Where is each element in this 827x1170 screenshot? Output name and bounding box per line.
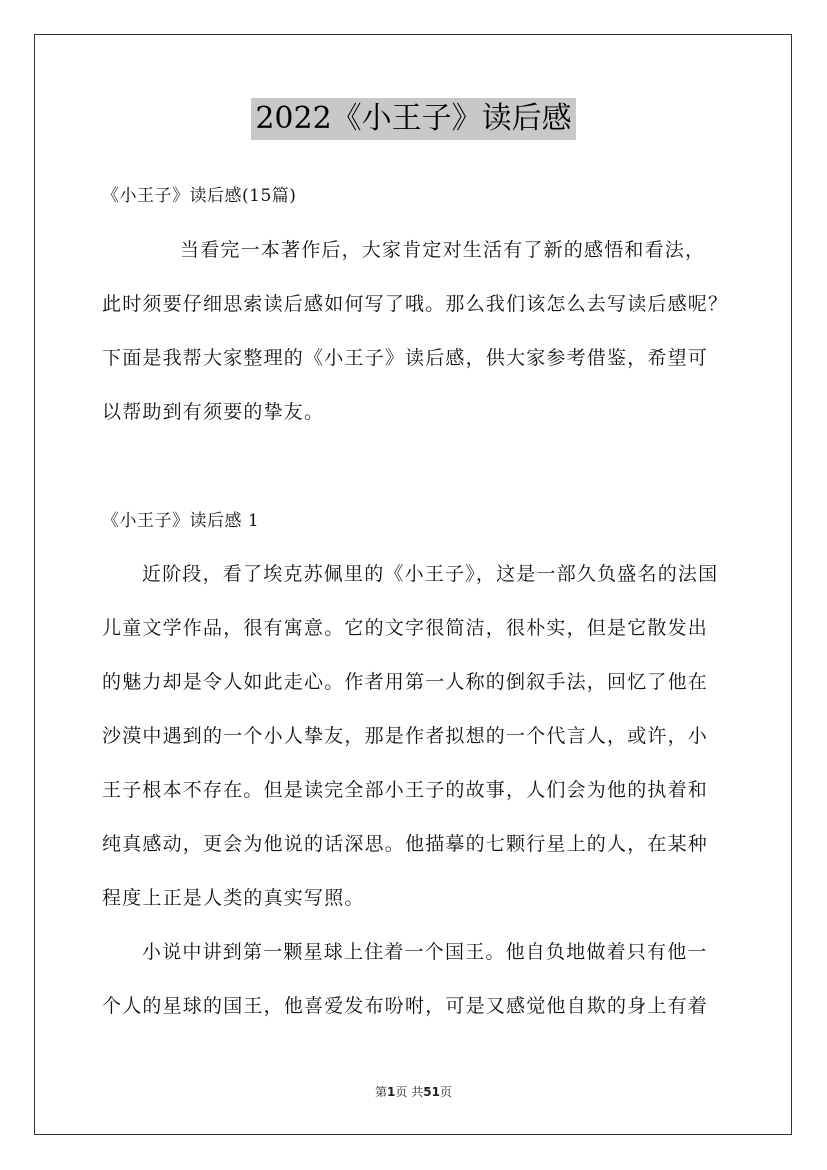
paragraph-line: 小说中讲到第一颗星球上住着一个国王。他自负地做着只有他一 (142, 941, 708, 963)
paragraph-line: 近阶段，看了埃克苏佩里的《小王子》，这是一部久负盛名的法国 (142, 563, 719, 585)
page-number: 1 (387, 1085, 396, 1099)
footer-middle: 页 共 (395, 1085, 424, 1099)
total-pages: 51 (423, 1085, 440, 1099)
paragraph-line: 纯真感动，更会为他说的话深思。他描摹的七颗行星上的人，在某种 (102, 833, 709, 855)
document-subtitle: 《小王子》读后感(15篇) (102, 186, 297, 206)
page-footer (0, 1083, 827, 1100)
paragraph-line: 程度上正是人类的真实写照。 (102, 887, 365, 909)
paragraph-line: 儿童文学作品，很有寓意。它的文字很简洁，很朴实，但是它散发出 (102, 617, 709, 639)
intro-line: 以帮助到有须要的挚友。 (102, 401, 325, 423)
paragraph-line: 沙漠中遇到的一个小人挚友，那是作者拟想的一个代言人，或许，小 (102, 725, 709, 747)
paragraph-line: 的魅力却是令人如此走心。作者用第一人称的倒叙手法，回忆了他在 (102, 671, 709, 693)
paragraph-line: 王子根本不存在。但是读完全部小王子的故事，人们会为他的执着和 (102, 779, 709, 801)
document-title: 2022《小王子》读后感 (251, 98, 575, 140)
paragraph-line: 个人的星球的国王，他喜爱发布吩咐，可是又感觉他自欺的身上有着 (102, 995, 709, 1017)
intro-line: 当看完一本著作后，大家肯定对生活有了新的感悟和看法， (180, 239, 706, 261)
intro-line: 下面是我帮大家整理的《小王子》读后感，供大家参考借鉴，希望可 (102, 347, 709, 369)
section-heading: 《小王子》读后感 1 (102, 511, 260, 531)
footer-suffix: 页 (439, 1085, 452, 1099)
intro-line: 此时须要仔细思索读后感如何写了哦。那么我们该怎么去写读后感呢？ (102, 293, 729, 315)
title-wrapper (0, 98, 827, 140)
footer-prefix: 第 (375, 1085, 388, 1099)
